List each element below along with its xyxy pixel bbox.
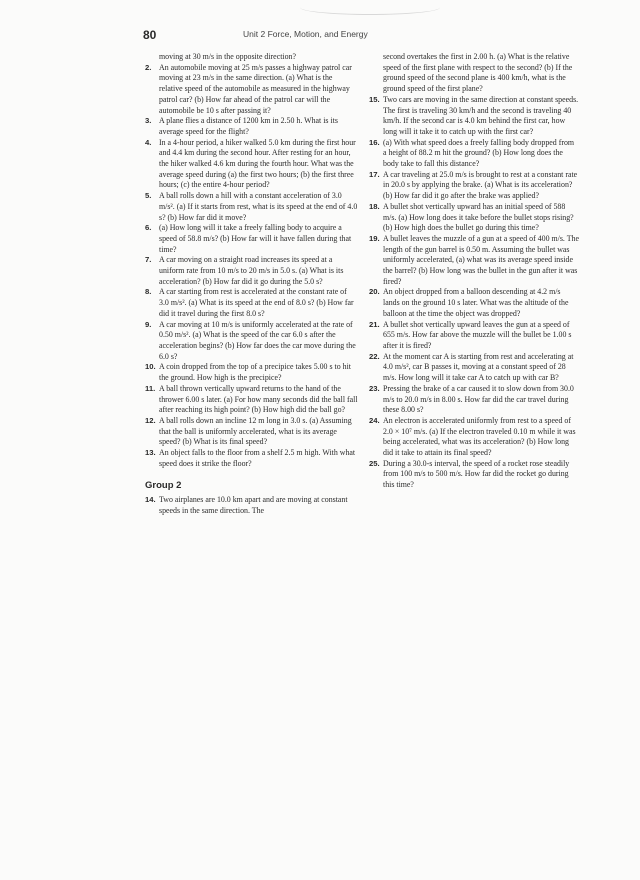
group-heading: Group 2: [145, 480, 182, 492]
problem-item: [145, 384, 358, 416]
problem-number: 8.: [145, 287, 152, 297]
problem-item: [369, 287, 579, 319]
problem-text: Two airplanes are 10.0 km apart and are moving at constant speeds in the same direction. The: [159, 495, 348, 515]
problem-text: During a 30.0-s interval, the speed of a rocket rose steadily from 100 m/s to 500 m/s. How far did the rocket go during this time?: [383, 458, 570, 490]
problem-item: [145, 287, 358, 319]
problem-number: 22.: [369, 351, 380, 361]
problem-number: 15.: [369, 94, 380, 104]
problem-number: 3.: [145, 116, 152, 126]
page-header: [128, 28, 558, 44]
problem-text: A car traveling at 25.0 m/s is brought to rest at a constant rate in 20.0 s by applying the brake. (a) What is its acceleration? (b) How far did it go after the brake was applied?: [383, 169, 578, 201]
continued-text: second overtakes the first in 2.00 h. (a) What is the relative speed of the first plane with respect to the second? (b) If the ground speed of the second plane is 400 km/h, what is the ground speed of the first plane?: [383, 52, 573, 94]
problem-text: A coin dropped from the top of a precipice takes 5.00 s to hit the ground. How high is the precipice?: [159, 362, 351, 383]
problem-text: An object dropped from a balloon descending at 4.2 m/s lands on the ground 10 s later. What was the altitude of the balloon at the time the object was dropped?: [383, 287, 569, 318]
problem-number: 12.: [145, 415, 156, 425]
problem-text: At the moment car A is starting from rest and accelerating at 4.0 m/s², car B passes it, moving at a constant speed of 28 m/s. How long will it take car A to catch up with car B?: [383, 351, 574, 383]
problem-item: [369, 416, 579, 459]
problem-text: (a) With what speed does a freely falling body dropped from a height of 88.2 m hit the ground? (b) How long does the body take to fall this distance?: [383, 137, 575, 169]
problem-item: [369, 459, 579, 491]
problem-item: [145, 63, 358, 117]
problem-item: [145, 495, 358, 516]
problem-number: 10.: [145, 362, 156, 372]
problem-text: A ball rolls down an incline 12 m long in 3.0 s. (a) Assuming that the ball is uniformly accelerated, what is its average speed? (b) What is its final speed?: [159, 415, 352, 447]
problem-text: A car moving at 10 m/s is uniformly accelerated at the rate of 0.50 m/s². (a) What is the speed of the car 6.0 s after the acceleration begins? (b) How far does the car move during the 6.0 s?: [159, 319, 356, 361]
problem-item: [369, 202, 579, 234]
problem-number: 7.: [145, 255, 152, 265]
problem-number: 11.: [145, 383, 156, 393]
problem-text: An electron is accelerated uniformly from rest to a speed of 2.0 × 10⁷ m/s. (a) If the electron traveled 0.10 m while it was being accelerated, what was its acceleration? (b) How long did it take to attain its final speed?: [383, 415, 576, 458]
problem-number: 23.: [369, 383, 380, 393]
problem-text: Two cars are moving in the same direction at constant speeds. The first is traveling 30 km/h and the second is traveling 40 km/h. If the second car is 4.0 km behind the first car, how long will it take it to catch up with the first car?: [383, 94, 579, 136]
problem-number: 17.: [369, 169, 380, 179]
problem-number: 9.: [145, 319, 152, 329]
problem-number: 14.: [145, 495, 156, 505]
left-column: [145, 52, 358, 517]
problem-number: 25.: [369, 458, 380, 468]
problem-item: [145, 320, 358, 363]
problem-number: 13.: [145, 448, 156, 458]
problem-text: (a) How long will it take a freely falling body to acquire a speed of 58.8 m/s? (b) How far will it have fallen during that time?: [159, 223, 352, 254]
problem-text: An object falls to the floor from a shelf 2.5 m high. With what speed does it strike the floor?: [159, 448, 356, 468]
problem-number: 16.: [369, 137, 380, 147]
running-title: Unit 2 Force, Motion, and Energy: [243, 29, 368, 39]
problem-number: 20.: [369, 287, 380, 297]
problem-item: [145, 416, 358, 448]
problem-text: A car moving on a straight road increases its speed at a uniform rate from 10 m/s to 20 m/s in 5.0 s. (a) What is its acceleration? (b) How far did it go during the 5.0 s?: [159, 255, 344, 286]
problem-text: In a 4-hour period, a hiker walked 5.0 km during the first hour and 4.4 km during the second hour. After resting for an hour, the hiker walked 4.6 km during the fourth hour. What was the average speed during (a) the first two hours; (b) the first three hours; (c) the entire 4-hour period?: [159, 137, 356, 190]
problem-number: 2.: [145, 62, 152, 72]
problem-item: [369, 170, 579, 202]
problem-item: [369, 95, 579, 138]
problem-item: [369, 352, 579, 384]
problem-item: [145, 362, 358, 383]
page-crease: [300, 0, 440, 15]
problem-text: A plane flies a distance of 1200 km in 2.50 h. What is its average speed for the flight?: [159, 116, 338, 136]
problem-list: [369, 95, 579, 491]
problem-list: [145, 63, 358, 470]
problem-item: [369, 138, 579, 170]
problem-item: [369, 384, 579, 416]
page-number: 80: [143, 28, 157, 42]
problem-item: [145, 255, 358, 287]
problem-item: [145, 191, 358, 223]
problem-item: [369, 234, 579, 288]
problem-text: A ball thrown vertically upward returns to the hand of the thrower 6.00 s later. (a) For how many seconds did the ball fall after reaching its high point? (b) How high did the ball go?: [159, 383, 358, 415]
problem-text: An automobile moving at 25 m/s passes a highway patrol car moving at 23 m/s in the same direction. (a) What is the relative speed of the automobile as measured in the highway patrol car? (b) How far ahead of the patrol car will the automobile be 10 s after passing it?: [159, 62, 352, 115]
problem-text: A bullet shot vertically upward has an initial speed of 588 m/s. (a) How long does it take before the bullet stops rising? (b) How high does the bullet go during this time?: [383, 201, 574, 233]
problem-text: A bullet shot vertically upward leaves the gun at a speed of 655 m/s. How far above the muzzle will the bullet be 1.00 s after it is fired?: [383, 319, 572, 350]
problem-text: A car starting from rest is accelerated at the constant rate of 3.0 m/s². (a) What is its speed at the end of 8.0 s? (b) How far did it travel during the first 8.0 s?: [159, 287, 354, 318]
problem-item: [145, 116, 358, 137]
problem-number: 24.: [369, 415, 380, 425]
continued-text: moving at 30 m/s in the opposite direction?: [159, 52, 296, 61]
problem-number: 5.: [145, 191, 152, 201]
problem-item: [145, 138, 358, 192]
problem-item: [145, 448, 358, 469]
right-column: [369, 52, 579, 491]
problem-item: [145, 223, 358, 255]
problem-number: 6.: [145, 223, 152, 233]
problem-number: 21.: [369, 319, 380, 329]
problem-text: A ball rolls down a hill with a constant acceleration of 3.0 m/s². (a) If it starts from rest, what is its speed at the end of 4.0 s? (b) How far did it move?: [159, 191, 358, 222]
problem-text: A bullet leaves the muzzle of a gun at a speed of 400 m/s. The length of the gun barrel is 0.50 m. Assuming the bullet was uniformly accelerated, (a) what was its average speed inside the barrel? (b) How long was the bullet in the gun after it was fired?: [383, 233, 579, 286]
group-problem-list: [145, 495, 358, 516]
problem-number: 4.: [145, 137, 152, 147]
problem-text: Pressing the brake of a car caused it to slow down from 30.0 m/s to 20.0 m/s in 8.00 s. How far did the car travel during these 8.00 s?: [383, 383, 574, 415]
problem-number: 18.: [369, 201, 380, 211]
problem-item: [369, 320, 579, 352]
problem-number: 19.: [369, 233, 380, 243]
